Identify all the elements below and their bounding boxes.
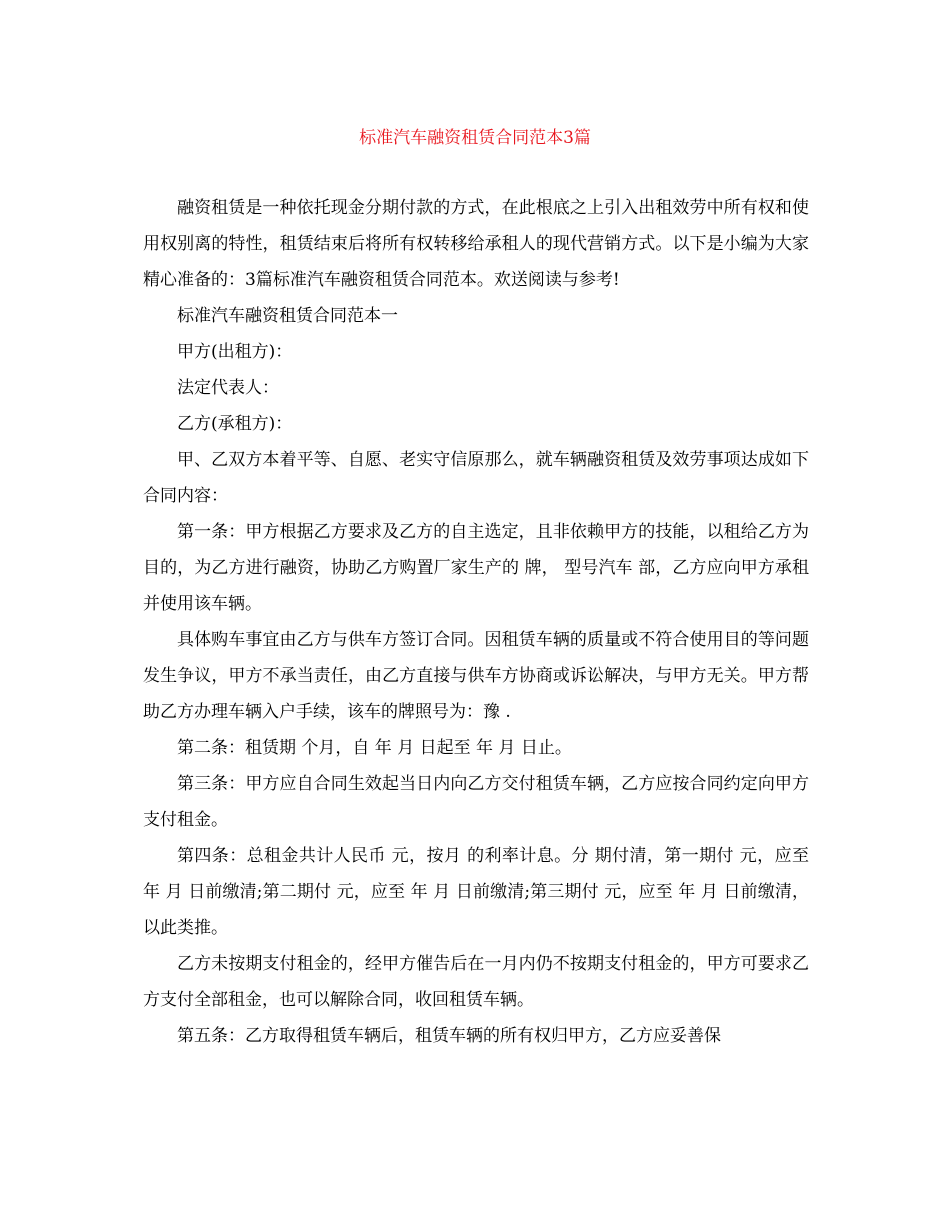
intro-paragraph: 融资租赁是一种依托现金分期付款的方式，在此根底之上引入出租效劳中所有权和使用权别离的特性，租赁结束后将所有权转移给承租人的现代营销方式。以下是小编为大家精心准备的：3篇标准汽车融资租赁合同范本。欢送阅读与参考! [143, 198, 809, 290]
document-body [143, 190, 809, 1054]
article-2-paragraph: 第二条：租赁期 个月，自 年 月 日起至 年 月 日止。 [177, 738, 572, 758]
article-4-paragraph: 第四条：总租金共计人民币 元，按月 的利率计息。分 期付清，第一期付 元，应至 年 月 日前缴清;第二期付 元，应至 年 月 日前缴清;第三期付 元，应至 年 月 日前缴清，以此类推。 [143, 846, 809, 938]
article-3-paragraph: 第三条：甲方应自合同生效起当日内向乙方交付租赁车辆，乙方应按合同约定向甲方支付租金。 [143, 774, 809, 830]
article-5-paragraph: 第五条：乙方取得租赁车辆后，租赁车辆的所有权归甲方，乙方应妥善保 [177, 1026, 721, 1046]
article-1-paragraph: 第一条：甲方根据乙方要求及乙方的自主选定，且非依赖甲方的技能，以租给乙方为目的，为乙方进行融资，协助乙方购置厂家生产的 牌， 型号汽车 部，乙方应向甲方承租并使用该车辆。 [143, 522, 809, 614]
late-payment-paragraph: 乙方未按期支付租金的，经甲方催告后在一月内仍不按期支付租金的，甲方可要求乙方支付全部租金，也可以解除合同，收回租赁车辆。 [143, 954, 809, 1010]
purchase-details-paragraph: 具体购车事宜由乙方与供车方签订合同。因租赁车辆的质量或不符合使用目的等问题发生争议，甲方不承当责任，由乙方直接与供车方协商或诉讼解决，与甲方无关。甲方帮助乙方办理车辆入户手续，该车的牌照号为：豫 . [143, 630, 809, 722]
party-b-line: 乙方(承租方)： [177, 414, 293, 434]
preamble-paragraph: 甲、乙双方本着平等、自愿、老实守信原那么，就车辆融资租赁及效劳事项达成如下合同内容： [143, 450, 809, 506]
contract-heading: 标准汽车融资租赁合同范本一 [177, 306, 398, 326]
party-a-line: 甲方(出租方)： [177, 342, 293, 362]
document-title: 标准汽车融资租赁合同范本3篇 [359, 128, 591, 148]
legal-representative-line: 法定代表人： [177, 378, 279, 398]
